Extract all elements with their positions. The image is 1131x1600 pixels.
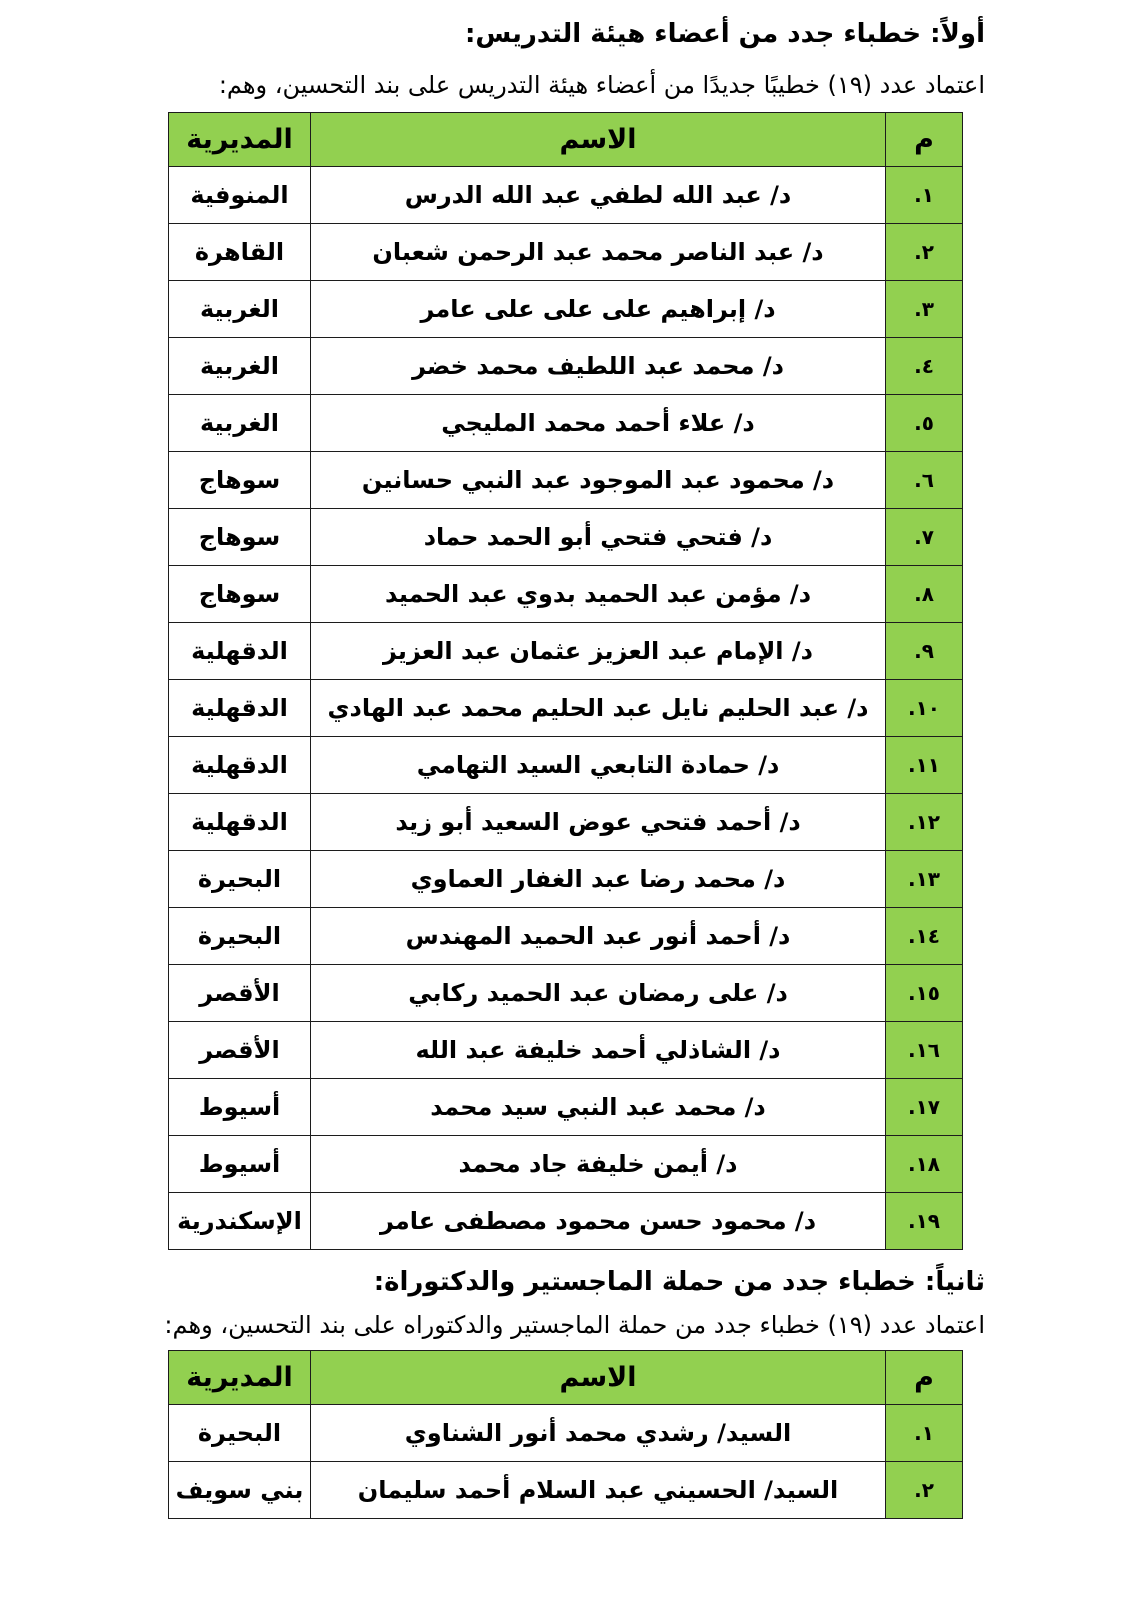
faculty-table-row-directorate: سوهاج: [169, 452, 311, 509]
postgraduate-table-header-row: [169, 1351, 963, 1405]
postgraduate-table-row-name: السيد/ الحسيني عبد السلام أحمد سليمان: [311, 1462, 886, 1519]
faculty-table-row-name: د/ الشاذلي أحمد خليفة عبد الله: [311, 1022, 886, 1079]
faculty-header-directorate: المديرية: [169, 113, 311, 167]
faculty-table-row: [169, 794, 963, 851]
faculty-table-row: [169, 224, 963, 281]
faculty-table-row-number: ١.: [886, 167, 963, 224]
faculty-table-row-name: د/ إبراهيم على على على عامر: [311, 281, 886, 338]
faculty-table-row: [169, 737, 963, 794]
faculty-table-row-number: ٩.: [886, 623, 963, 680]
faculty-table-row-number: ٢.: [886, 224, 963, 281]
faculty-table-row: [169, 680, 963, 737]
faculty-table-row-name: د/ أحمد أنور عبد الحميد المهندس: [311, 908, 886, 965]
faculty-table-row-directorate: الدقهلية: [169, 680, 311, 737]
faculty-table-row: [169, 395, 963, 452]
faculty-table-row-number: ١٣.: [886, 851, 963, 908]
faculty-table-row-name: د/ فتحي فتحي أبو الحمد حماد: [311, 509, 886, 566]
postgraduate-header-name: الاسم: [311, 1351, 886, 1405]
faculty-table-row: [169, 167, 963, 224]
faculty-table-row-number: ١٠.: [886, 680, 963, 737]
faculty-table-row-directorate: سوهاج: [169, 509, 311, 566]
postgraduate-table-row: [169, 1462, 963, 1519]
faculty-table-row-directorate: البحيرة: [169, 908, 311, 965]
faculty-table-row: [169, 1079, 963, 1136]
faculty-table-row: [169, 851, 963, 908]
faculty-table-row: [169, 452, 963, 509]
faculty-table-row-name: د/ علاء أحمد محمد المليجي: [311, 395, 886, 452]
faculty-table-row: [169, 281, 963, 338]
faculty-table-row: [169, 509, 963, 566]
postgraduate-table-row-directorate: بني سويف: [169, 1462, 311, 1519]
faculty-table-row-name: د/ مؤمن عبد الحميد بدوي عبد الحميد: [311, 566, 886, 623]
faculty-table-row-name: د/ عبد الله لطفي عبد الله الدرس: [311, 167, 886, 224]
faculty-table-row-directorate: الغربية: [169, 338, 311, 395]
faculty-table-row-directorate: القاهرة: [169, 224, 311, 281]
faculty-table-row-directorate: الإسكندرية: [169, 1193, 311, 1250]
faculty-table-row-name: د/ على رمضان عبد الحميد ركابي: [311, 965, 886, 1022]
faculty-table-row-name: د/ محمود عبد الموجود عبد النبي حسانين: [311, 452, 886, 509]
postgraduate-table-row: [169, 1405, 963, 1462]
faculty-table-row: [169, 338, 963, 395]
faculty-table-row-name: د/ عبد الحليم نايل عبد الحليم محمد عبد الهادي: [311, 680, 886, 737]
faculty-table-header-row: [169, 113, 963, 167]
faculty-table-row-name: د/ محمود حسن محمود مصطفى عامر: [311, 1193, 886, 1250]
faculty-header-name: الاسم: [311, 113, 886, 167]
faculty-table-row-directorate: الدقهلية: [169, 794, 311, 851]
faculty-table-row: [169, 965, 963, 1022]
faculty-table-row-directorate: الأقصر: [169, 965, 311, 1022]
faculty-table-row-name: د/ محمد عبد النبي سيد محمد: [311, 1079, 886, 1136]
faculty-table-row-number: ١٢.: [886, 794, 963, 851]
faculty-table-row-directorate: الأقصر: [169, 1022, 311, 1079]
faculty-table-row-number: ٥.: [886, 395, 963, 452]
faculty-table-row-number: ٤.: [886, 338, 963, 395]
faculty-table-row-directorate: سوهاج: [169, 566, 311, 623]
section1-intro: اعتماد عدد (١٩) خطيبًا جديدًا من أعضاء هيئة التدريس على بند التحسين، وهم:: [218, 71, 985, 99]
faculty-table-row-name: د/ حمادة التابعي السيد التهامي: [311, 737, 886, 794]
faculty-table-row: [169, 623, 963, 680]
faculty-header-number: م: [886, 113, 963, 167]
faculty-table-row-directorate: المنوفية: [169, 167, 311, 224]
faculty-table-row-number: ١٧.: [886, 1079, 963, 1136]
faculty-table-row-name: د/ أيمن خليفة جاد محمد: [311, 1136, 886, 1193]
faculty-table-row: [169, 1136, 963, 1193]
faculty-table-row: [169, 1193, 963, 1250]
faculty-table-row-directorate: الغربية: [169, 395, 311, 452]
faculty-preachers-table: [168, 112, 963, 1250]
postgraduate-table-row-name: السيد/ رشدي محمد أنور الشناوي: [311, 1405, 886, 1462]
faculty-table-row-directorate: الدقهلية: [169, 623, 311, 680]
faculty-table-row-directorate: أسيوط: [169, 1079, 311, 1136]
faculty-table-row-number: ٣.: [886, 281, 963, 338]
postgraduate-table-row-number: ١.: [886, 1405, 963, 1462]
section2-intro: اعتماد عدد (١٩) خطباء جدد من حملة الماجستير والدكتوراه على بند التحسين، وهم:: [164, 1311, 985, 1339]
faculty-table-row-number: ٨.: [886, 566, 963, 623]
postgraduate-header-directorate: المديرية: [169, 1351, 311, 1405]
postgraduate-table-row-number: ٢.: [886, 1462, 963, 1519]
section2-heading: ثانياً: خطباء جدد من حملة الماجستير والدكتوراة:: [373, 1267, 985, 1297]
postgraduate-table-row-directorate: البحيرة: [169, 1405, 311, 1462]
faculty-table-row-number: ١٤.: [886, 908, 963, 965]
faculty-table-row-directorate: أسيوط: [169, 1136, 311, 1193]
faculty-table-row-number: ١١.: [886, 737, 963, 794]
faculty-table-row-directorate: الدقهلية: [169, 737, 311, 794]
faculty-table-row-directorate: الغربية: [169, 281, 311, 338]
section1-heading: أولاً: خطباء جدد من أعضاء هيئة التدريس:: [464, 19, 985, 49]
faculty-table-row-name: د/ محمد رضا عبد الغفار العماوي: [311, 851, 886, 908]
faculty-table-row-number: ٧.: [886, 509, 963, 566]
faculty-table-row-number: ١٦.: [886, 1022, 963, 1079]
faculty-table-row-name: د/ أحمد فتحي عوض السعيد أبو زيد: [311, 794, 886, 851]
postgraduate-header-number: م: [886, 1351, 963, 1405]
faculty-table-row-directorate: البحيرة: [169, 851, 311, 908]
faculty-table-row: [169, 908, 963, 965]
faculty-table-row-name: د/ محمد عبد اللطيف محمد خضر: [311, 338, 886, 395]
faculty-table-row-name: د/ عبد الناصر محمد عبد الرحمن شعبان: [311, 224, 886, 281]
faculty-table-row: [169, 566, 963, 623]
faculty-table-row-number: ١٩.: [886, 1193, 963, 1250]
faculty-table-row-name: د/ الإمام عبد العزيز عثمان عبد العزيز: [311, 623, 886, 680]
faculty-table-row-number: ٦.: [886, 452, 963, 509]
postgraduate-preachers-table: [168, 1350, 963, 1519]
faculty-table-row: [169, 1022, 963, 1079]
faculty-table-row-number: ١٥.: [886, 965, 963, 1022]
faculty-table-row-number: ١٨.: [886, 1136, 963, 1193]
